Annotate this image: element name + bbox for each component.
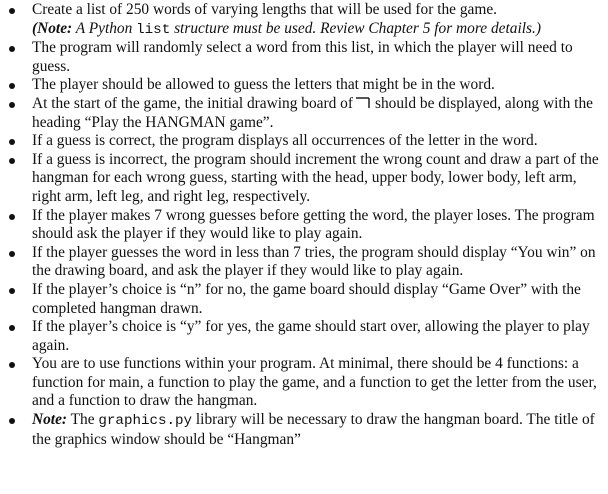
gallows-board-icon (355, 96, 371, 109)
list-item (32, 281, 600, 318)
item-text: You are to use functions within your program. At minimal, there should be 4 functions: a function for main, a function to play the game, and a function to get the letter from the user, and a function to draw the hangman. (32, 355, 597, 410)
list-item (32, 207, 600, 244)
item-text: If the player’s choice is “n” for no, the game board should display “Game Over” with the completed hangman drawn. (32, 280, 581, 317)
item-text: If a guess is incorrect, the program should increment the wrong count and draw a part of the hangman for each wrong guess, starting with the head, upper body, lower body, left arm, right arm, left leg, and right leg, respectively. (32, 150, 599, 205)
item-text: library will be necessary to draw the hangman board. The title of the graphics window should be “Hangman” (32, 411, 595, 448)
bullet-icon (9, 102, 15, 108)
bullet-icon (9, 83, 15, 89)
item-text: If the player’s choice is “y” for yes, the game should start over, allowing the player to play again. (32, 318, 590, 354)
note-label: (Note: (32, 19, 73, 37)
bullet-icon (9, 158, 15, 164)
list-item (32, 318, 600, 355)
requirements-list (0, 1, 608, 449)
item-text: should be displayed, along with the heading “Play the HANGMAN game”. (32, 94, 593, 131)
list-item (32, 95, 600, 132)
item-text: Create a list of 250 words of varying lengths that will be used for the game. (32, 1, 498, 18)
note-text: A Python (72, 19, 137, 37)
bullet-icon (9, 362, 15, 368)
list-item (32, 151, 600, 207)
list-item (32, 76, 600, 95)
list-item (32, 1, 600, 39)
list-item (32, 411, 600, 449)
bullet-icon (9, 288, 15, 294)
bullet-icon (9, 251, 15, 257)
bullet-icon (9, 325, 15, 331)
bullet-icon (9, 139, 15, 145)
list-item (32, 39, 600, 76)
list-item (32, 244, 600, 281)
item-text: At the start of the game, the initial drawing board of (32, 94, 353, 112)
inline-code: graphics.py (98, 413, 193, 430)
note-label: Note: (32, 411, 68, 429)
item-text: If a guess is correct, the program displays all occurrences of the letter in the word. (32, 132, 538, 150)
bullet-icon (9, 418, 15, 424)
bullet-icon (9, 214, 15, 220)
bullet-icon (9, 46, 15, 52)
item-text: If the player guesses the word in less than 7 tries, the program should display “You win” on the drawing board, and ask the player if they would like to play again. (32, 243, 596, 280)
inline-code: list (136, 21, 171, 38)
item-text: The (67, 411, 99, 429)
list-item (32, 355, 600, 411)
item-text: The program will randomly select a word from this list, in which the player will need to guess. (32, 39, 573, 75)
item-text: The player should be allowed to guess the letters that might be in the word. (32, 76, 495, 94)
list-item (32, 132, 600, 151)
item-text: If the player makes 7 wrong guesses before getting the word, the player loses. The program should ask the player if they would like to play again. (32, 206, 595, 243)
note-text: structure must be used. Review Chapter 5 for more details.) (170, 19, 541, 37)
bullet-icon (9, 8, 15, 14)
